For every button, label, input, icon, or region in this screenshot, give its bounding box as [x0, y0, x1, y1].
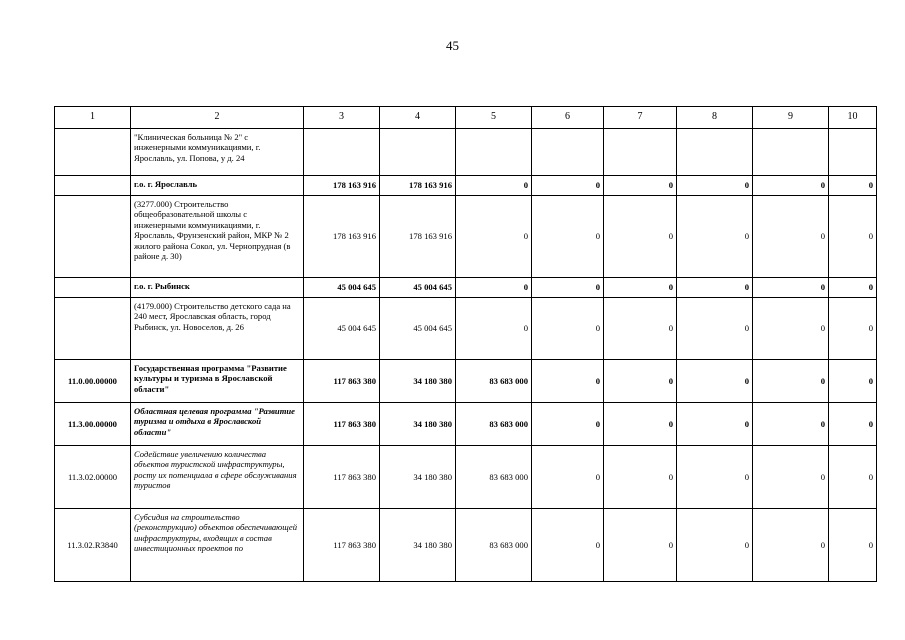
row-value-cell: 0 [829, 446, 877, 509]
row-value-cell: 0 [677, 298, 753, 360]
table-row [55, 509, 877, 582]
row-code-cell [55, 176, 131, 196]
table-row [55, 176, 877, 196]
budget-table [54, 106, 877, 582]
table-row [55, 446, 877, 509]
row-value-cell: 0 [532, 446, 604, 509]
table-row [55, 129, 877, 176]
row-value-cell: 0 [456, 196, 532, 278]
row-value-cell: 117 863 380 [304, 446, 380, 509]
row-value-cell [380, 129, 456, 176]
row-value-cell [753, 129, 829, 176]
row-value-cell: 0 [753, 446, 829, 509]
row-value-cell: 0 [753, 298, 829, 360]
row-value-cell: 0 [604, 509, 677, 582]
column-header: 4 [380, 107, 456, 129]
row-value-cell [677, 129, 753, 176]
column-header: 9 [753, 107, 829, 129]
row-value-cell: 0 [829, 278, 877, 298]
row-value-cell: 0 [829, 176, 877, 196]
row-value-cell: 0 [604, 196, 677, 278]
table-row [55, 360, 877, 403]
row-value-cell: 83 683 000 [456, 403, 532, 446]
row-code-cell: 11.3.02.R3840 [55, 509, 131, 582]
row-value-cell: 0 [532, 176, 604, 196]
row-value-cell: 0 [532, 403, 604, 446]
row-value-cell [304, 129, 380, 176]
row-value-cell: 0 [604, 298, 677, 360]
row-value-cell: 0 [604, 278, 677, 298]
column-header: 7 [604, 107, 677, 129]
row-value-cell: 0 [829, 360, 877, 403]
column-header: 8 [677, 107, 753, 129]
row-value-cell: 0 [753, 403, 829, 446]
row-value-cell [532, 129, 604, 176]
row-value-cell: 34 180 380 [380, 446, 456, 509]
row-code-cell [55, 298, 131, 360]
column-header: 2 [131, 107, 304, 129]
row-code-cell: 11.3.00.00000 [55, 403, 131, 446]
row-value-cell: 34 180 380 [380, 403, 456, 446]
row-value-cell: 0 [456, 176, 532, 196]
row-name-cell: Содействие увеличению количества объектов туристской инфраструктуры, росту их потенциала в сфере обслуживания туристов [131, 446, 304, 509]
row-value-cell: 0 [604, 403, 677, 446]
row-value-cell: 178 163 916 [380, 176, 456, 196]
row-value-cell: 0 [532, 509, 604, 582]
row-value-cell: 117 863 380 [304, 360, 380, 403]
row-value-cell: 0 [532, 196, 604, 278]
row-value-cell: 83 683 000 [456, 509, 532, 582]
column-header: 3 [304, 107, 380, 129]
table-row [55, 403, 877, 446]
table-row [55, 298, 877, 360]
row-value-cell: 0 [532, 278, 604, 298]
row-value-cell: 34 180 380 [380, 360, 456, 403]
row-value-cell: 0 [677, 446, 753, 509]
column-header: 5 [456, 107, 532, 129]
table-row [55, 278, 877, 298]
row-value-cell [456, 129, 532, 176]
row-value-cell: 0 [677, 509, 753, 582]
row-name-cell: Субсидия на строительство (реконструкцию) объектов обеспечивающей инфраструктуры, входящих в состав инвестиционных проектов по [131, 509, 304, 582]
row-value-cell: 0 [604, 176, 677, 196]
row-value-cell: 0 [753, 278, 829, 298]
row-value-cell: 0 [456, 278, 532, 298]
row-value-cell: 45 004 645 [304, 298, 380, 360]
row-value-cell: 0 [456, 298, 532, 360]
row-value-cell: 0 [532, 298, 604, 360]
row-value-cell: 0 [753, 360, 829, 403]
column-header: 10 [829, 107, 877, 129]
row-value-cell: 0 [677, 176, 753, 196]
row-code-cell [55, 196, 131, 278]
row-value-cell: 117 863 380 [304, 509, 380, 582]
row-value-cell: 0 [677, 360, 753, 403]
row-code-cell [55, 129, 131, 176]
row-value-cell: 0 [753, 176, 829, 196]
row-value-cell: 83 683 000 [456, 446, 532, 509]
row-value-cell: 0 [829, 298, 877, 360]
row-name-cell: Областная целевая программа "Развитие туризма и отдыха в Ярославской области" [131, 403, 304, 446]
row-value-cell: 0 [604, 446, 677, 509]
row-value-cell: 0 [677, 196, 753, 278]
row-value-cell: 45 004 645 [380, 298, 456, 360]
column-header: 1 [55, 107, 131, 129]
row-value-cell: 178 163 916 [380, 196, 456, 278]
row-name-cell: "Клиническая больница № 2" с инженерными коммуникациями, г. Ярославль, ул. Попова, у д. 24 [131, 129, 304, 176]
row-value-cell: 0 [677, 278, 753, 298]
row-name-cell: (4179.000) Строительство детского сада на 240 мест, Ярославская область, город Рыбинск, ул. Новоселов, д. 26 [131, 298, 304, 360]
row-value-cell: 178 163 916 [304, 176, 380, 196]
row-name-cell: г.о. г. Ярославль [131, 176, 304, 196]
row-value-cell: 45 004 645 [304, 278, 380, 298]
row-value-cell: 0 [753, 196, 829, 278]
row-value-cell: 83 683 000 [456, 360, 532, 403]
table-row [55, 196, 877, 278]
row-name-cell: (3277.000) Строительство общеобразовательной школы с инженерными коммуникациями, г. Ярославль, Фрунзенский район, МКР № 2 жилого района Сокол, ул. Чернопрудная (в районе д. 30) [131, 196, 304, 278]
row-name-cell: Государственная программа "Развитие культуры и туризма в Ярославской области" [131, 360, 304, 403]
row-value-cell: 178 163 916 [304, 196, 380, 278]
row-value-cell: 45 004 645 [380, 278, 456, 298]
row-value-cell: 0 [604, 360, 677, 403]
row-value-cell: 0 [829, 196, 877, 278]
row-value-cell: 0 [829, 509, 877, 582]
row-code-cell [55, 278, 131, 298]
row-value-cell [604, 129, 677, 176]
row-value-cell: 117 863 380 [304, 403, 380, 446]
page-number: 45 [446, 38, 459, 53]
row-value-cell: 34 180 380 [380, 509, 456, 582]
row-value-cell [829, 129, 877, 176]
row-name-cell: г.о. г. Рыбинск [131, 278, 304, 298]
row-value-cell: 0 [829, 403, 877, 446]
table-header-row [55, 107, 877, 129]
row-value-cell: 0 [532, 360, 604, 403]
row-code-cell: 11.3.02.00000 [55, 446, 131, 509]
row-value-cell: 0 [753, 509, 829, 582]
row-code-cell: 11.0.00.00000 [55, 360, 131, 403]
column-header: 6 [532, 107, 604, 129]
row-value-cell: 0 [677, 403, 753, 446]
